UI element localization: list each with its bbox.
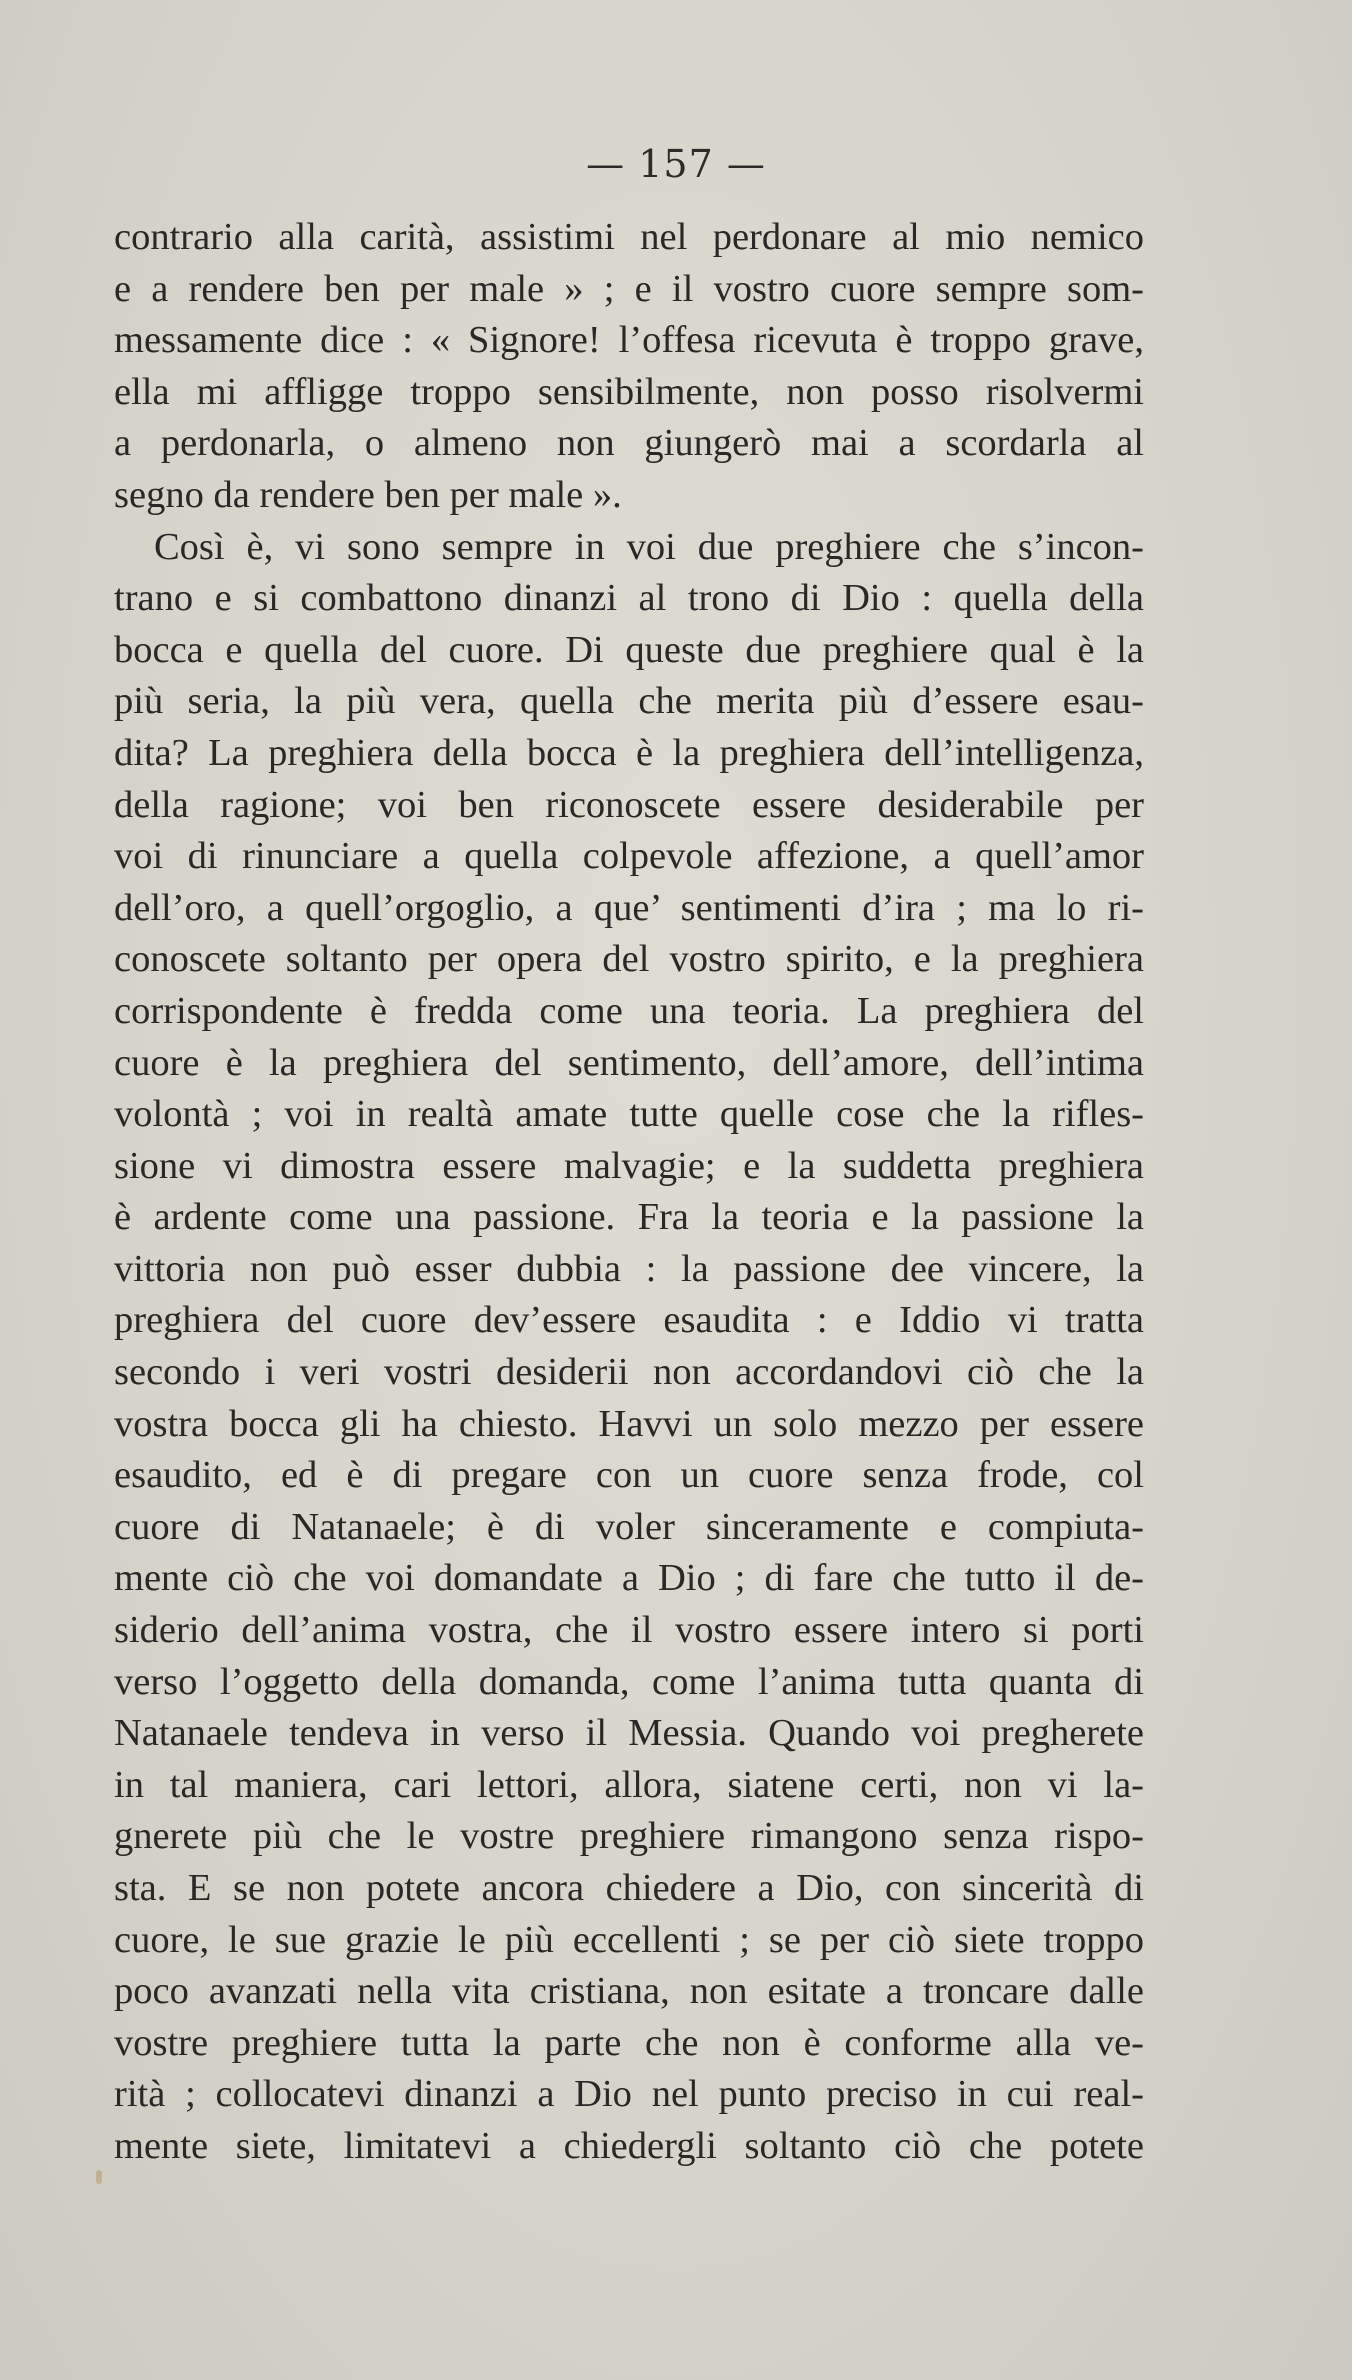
text-line: cuore, le sue grazie le più eccellenti ; se per ciò siete troppo	[114, 1918, 1144, 1961]
text-line: conoscete soltanto per opera del vostro spirito, e la preghiera	[114, 938, 1144, 981]
body-text	[114, 212, 1144, 2173]
text-line: è ardente come una passione. Fra la teoria e la passione la	[114, 1196, 1144, 1239]
text-line: messamente dice : « Signore! l’offesa ricevuta è troppo grave,	[114, 319, 1144, 362]
text-line: esaudito, ed è di pregare con un cuore senza frode, col	[114, 1454, 1144, 1497]
text-line: vostra bocca gli ha chiesto. Havvi un solo mezzo per essere	[114, 1402, 1144, 1445]
text-line: vostre preghiere tutta la parte che non è conforme alla ve-	[114, 2021, 1144, 2064]
text-line: Così è, vi sono sempre in voi due preghiere che s’incon-	[154, 525, 1144, 568]
text-line: cuore di Natanaele; è di voler sinceramente e compiuta-	[114, 1505, 1144, 1548]
text-line: verso l’oggetto della domanda, come l’anima tutta quanta di	[114, 1660, 1144, 1703]
text-line: dita? La preghiera della bocca è la preghiera dell’intelligenza,	[114, 731, 1144, 774]
paper-stain	[96, 2170, 102, 2184]
text-line: più seria, la più vera, quella che merita più d’essere esau-	[114, 680, 1144, 723]
text-line: voi di rinunciare a quella colpevole affezione, a quell’amor	[114, 835, 1144, 878]
text-line: segno da rendere ben per male ».	[114, 473, 622, 516]
text-line: mente ciò che voi domandate a Dio ; di fare che tutto il de-	[114, 1557, 1144, 1600]
text-line: siderio dell’anima vostra, che il vostro essere intero si porti	[114, 1609, 1144, 1652]
page-number: — 157 —	[586, 142, 766, 186]
text-line: e a rendere ben per male » ; e il vostro cuore sempre som-	[114, 267, 1144, 310]
text-line: volontà ; voi in realtà amate tutte quelle cose che la rifles-	[114, 1093, 1144, 1136]
text-line: gnerete più che le vostre preghiere rimangono senza rispo-	[114, 1815, 1144, 1858]
text-line: trano e si combattono dinanzi al trono di Dio : quella della	[114, 577, 1144, 620]
text-line: mente siete, limitatevi a chiedergli soltanto ciò che potete	[114, 2124, 1144, 2167]
text-line: cuore è la preghiera del sentimento, dell’amore, dell’intima	[114, 1041, 1144, 1084]
text-line: della ragione; voi ben riconoscete essere desiderabile per	[114, 783, 1144, 826]
text-line: ella mi affligge troppo sensibilmente, non posso risolvermi	[114, 370, 1144, 413]
text-line: secondo i veri vostri desiderii non accordandovi ciò che la	[114, 1351, 1144, 1394]
text-line: dell’oro, a quell’orgoglio, a que’ sentimenti d’ira ; ma lo ri-	[114, 886, 1144, 929]
text-line: sione vi dimostra essere malvagie; e la suddetta preghiera	[114, 1144, 1144, 1187]
text-line: contrario alla carità, assistimi nel perdonare al mio nemico	[114, 216, 1144, 258]
text-line: bocca e quella del cuore. Di queste due preghiere qual è la	[114, 628, 1144, 671]
text-line: in tal maniera, cari lettori, allora, siatene certi, non vi la-	[114, 1763, 1144, 1806]
text-line: Natanaele tendeva in verso il Messia. Quando voi pregherete	[114, 1712, 1144, 1755]
text-line: a perdonarla, o almeno non giungerò mai a scordarla al	[114, 422, 1144, 465]
text-line: rità ; collocatevi dinanzi a Dio nel punto preciso in cui real-	[114, 2073, 1144, 2116]
text-line: corrispondente è fredda come una teoria. La preghiera del	[114, 989, 1144, 1032]
text-line: vittoria non può esser dubbia : la passione dee vincere, la	[114, 1247, 1144, 1290]
text-line: preghiera del cuore dev’essere esaudita : e Iddio vi tratta	[114, 1299, 1144, 1342]
text-line: poco avanzati nella vita cristiana, non esitate a troncare dalle	[114, 1970, 1144, 2013]
text-line: sta. E se non potete ancora chiedere a Dio, con sincerità di	[114, 1867, 1144, 1909]
